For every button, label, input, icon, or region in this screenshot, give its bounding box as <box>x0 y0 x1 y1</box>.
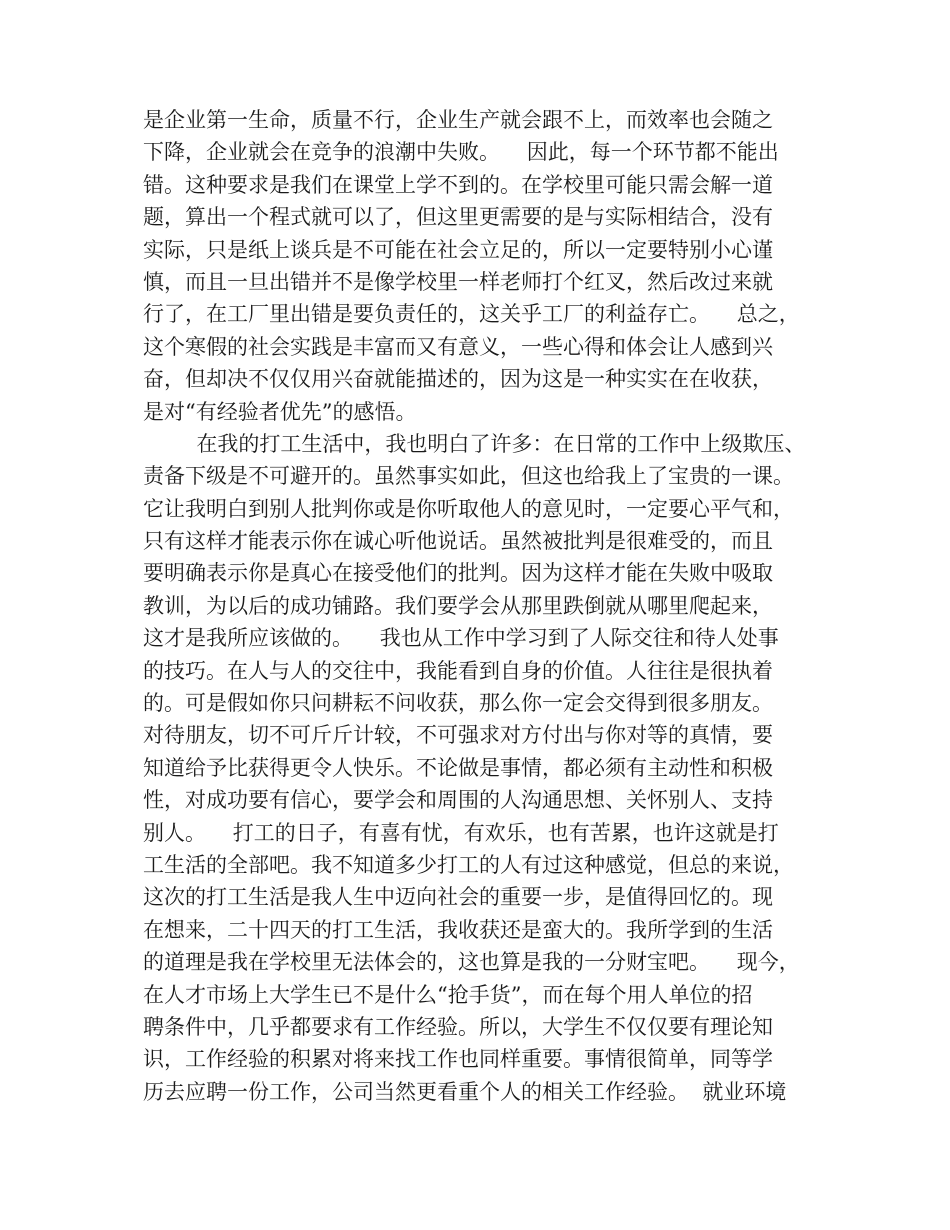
body-text <box>143 104 823 1108</box>
text-line: 别人。 打工的日子，有喜有忧，有欢乐，也有苦累，也许这就是打 <box>143 820 779 845</box>
text-line: 识，工作经验的积累对将来找工作也同样重要。事情很简单，同等学 <box>143 1047 773 1072</box>
text-line: 错。这种要求是我们在课堂上学不到的。在学校里可能只需会解一道 <box>143 172 773 197</box>
text-line: 奋，但却决不仅仅用兴奋就能描述的，因为这是一种实实在在收获， <box>143 367 773 392</box>
text-line: 历去应聘一份工作，公司当然更看重个人的相关工作经验。 就业环境 <box>143 1079 787 1104</box>
text-line: 这次的打工生活是我人生中迈向社会的重要一步，是值得回忆的。现 <box>143 885 773 910</box>
text-line: 教训，为以后的成功铺路。我们要学会从那里跌倒就从哪里爬起来， <box>143 593 773 618</box>
text-line: 的。可是假如你只问耕耘不问收获，那么你一定会交得到很多朋友。 <box>143 691 773 716</box>
text-line: 性，对成功要有信心，要学会和周围的人沟通思想、关怀别人、支持 <box>143 788 773 813</box>
text-line: 下降，企业就会在竞争的浪潮中失败。 因此，每一个环节都不能出 <box>143 140 779 165</box>
text-line: 对待朋友，切不可斤斤计较，不可强求对方付出与你对等的真情，要 <box>143 723 773 748</box>
text-line: 责备下级是不可避开的。虽然事实如此，但这也给我上了宝贵的一课。 <box>143 464 794 489</box>
text-line: 只有这样才能表示你在诚心听他说话。虽然被批判是很难受的，而且 <box>143 529 773 554</box>
text-line: 工生活的全部吧。我不知道多少打工的人有过这种感觉，但总的来说， <box>143 852 794 877</box>
text-line: 在我的打工生活中，我也明白了许多：在日常的工作中上级欺压、 <box>143 431 806 456</box>
text-line: 知道给予比获得更令人快乐。不论做是事情，都必须有主动性和积极 <box>143 755 773 780</box>
text-line: 在想来，二十四天的打工生活，我收获还是蛮大的。我所学到的生活 <box>143 917 773 942</box>
text-line: 的道理是我在学校里无法体会的，这也算是我的一分财宝吧。 现今， <box>143 950 800 975</box>
text-line: 行了，在工厂里出错是要负责任的，这关乎工厂的利益存亡。 总之， <box>143 302 800 327</box>
text-line: 这个寒假的社会实践是丰富而又有意义，一些心得和体会让人感到兴 <box>143 334 773 359</box>
text-line: 题，算出一个程式就可以了，但这里更需要的是与实际相结合，没有 <box>143 205 773 230</box>
text-line: 它让我明白到别人批判你或是你听取他人的意见时，一定要心平气和， <box>143 496 794 521</box>
text-line: 是对“有经验者优先”的感悟。 <box>143 399 417 424</box>
text-line: 的技巧。在人与人的交往中，我能看到自身的价值。人往往是很执着 <box>143 658 773 683</box>
text-line: 实际，只是纸上谈兵是不可能在社会立足的，所以一定要特别小心谨 <box>143 237 773 262</box>
text-line: 在人才市场上大学生已不是什么“抢手货”，而在每个用人单位的招 <box>143 982 753 1007</box>
text-line: 慎，而且一旦出错并不是像学校里一样老师打个红叉，然后改过来就 <box>143 269 773 294</box>
text-line: 聘条件中，几乎都要求有工作经验。所以，大学生不仅仅要有理论知 <box>143 1014 773 1039</box>
text-line: 是企业第一生命，质量不行，企业生产就会跟不上，而效率也会随之 <box>143 108 773 132</box>
text-line: 要明确表示你是真心在接受他们的批判。因为这样才能在失败中吸取 <box>143 561 773 586</box>
text-line: 这才是我所应该做的。 我也从工作中学习到了人际交往和待人处事 <box>143 626 779 651</box>
